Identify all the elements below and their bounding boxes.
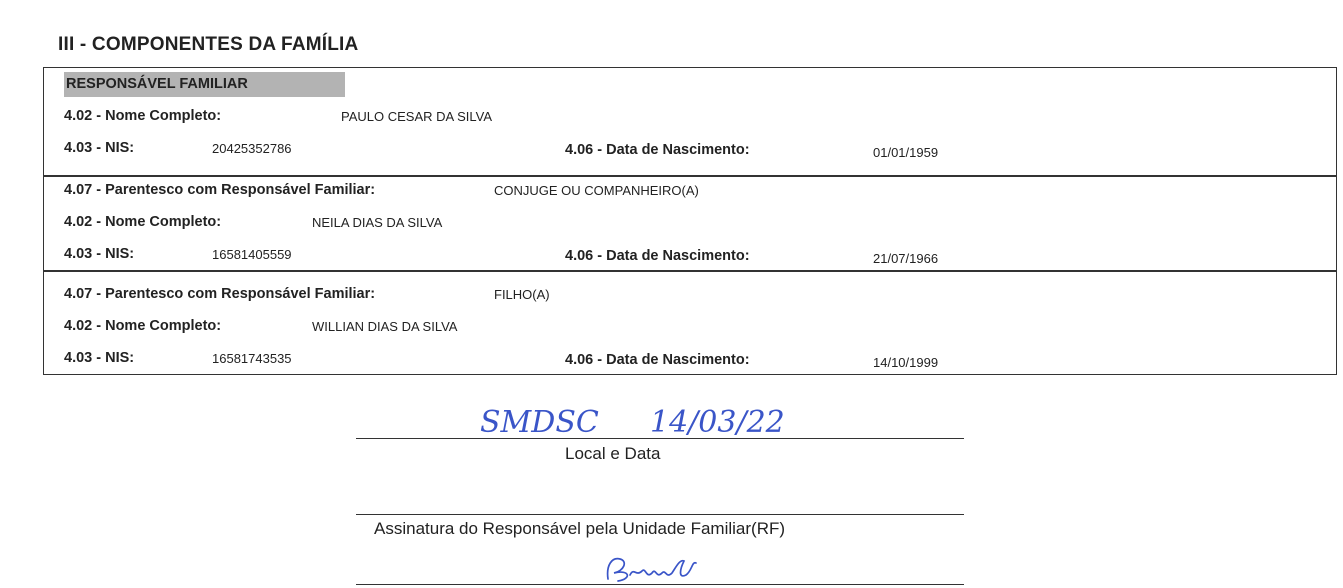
parentesco-label: 4.07 - Parentesco com Responsável Familiar: bbox=[64, 286, 376, 302]
nome-value: WILLIAN DIAS DA SILVA bbox=[312, 319, 458, 334]
local-data-line bbox=[356, 438, 964, 439]
membro-box-1 bbox=[43, 176, 1337, 271]
nasc-value: 21/07/1966 bbox=[873, 251, 939, 266]
nome-value: PAULO CESAR DA SILVA bbox=[341, 109, 492, 124]
signature-text: Bruna bbox=[600, 553, 603, 554]
bottom-line bbox=[356, 584, 964, 585]
nis-label: 4.03 - NIS: bbox=[64, 350, 135, 366]
nasc-label: 4.06 - Data de Nascimento: bbox=[565, 248, 750, 264]
handwritten-local: SMDSC bbox=[480, 405, 599, 440]
parentesco-value: FILHO(A) bbox=[494, 287, 550, 302]
nis-label: 4.03 - NIS: bbox=[64, 246, 135, 262]
nome-label: 4.02 - Nome Completo: bbox=[64, 108, 222, 124]
nis-value: 16581743535 bbox=[212, 351, 292, 366]
responsavel-box bbox=[43, 67, 1337, 176]
nome-value: NEILA DIAS DA SILVA bbox=[312, 215, 443, 230]
nasc-label: 4.06 - Data de Nascimento: bbox=[565, 142, 750, 158]
nasc-value: 01/01/1959 bbox=[873, 145, 939, 160]
handwritten-signature bbox=[600, 553, 740, 587]
nis-value: 16581405559 bbox=[212, 247, 292, 262]
section-title: III - COMPONENTES DA FAMÍLIA bbox=[58, 34, 359, 55]
signature-line bbox=[356, 514, 964, 515]
nis-value: 20425352786 bbox=[212, 141, 292, 156]
parentesco-value: CONJUGE OU COMPANHEIRO(A) bbox=[494, 183, 699, 198]
local-data-caption: Local e Data bbox=[565, 444, 661, 463]
nome-label: 4.02 - Nome Completo: bbox=[64, 214, 222, 230]
parentesco-label: 4.07 - Parentesco com Responsável Familiar: bbox=[64, 182, 376, 198]
nasc-label: 4.06 - Data de Nascimento: bbox=[565, 352, 750, 368]
responsavel-header bbox=[64, 72, 345, 97]
signature-caption: Assinatura do Responsável pela Unidade Familiar(RF) bbox=[374, 519, 786, 538]
nasc-value: 14/10/1999 bbox=[873, 355, 939, 370]
responsavel-header-label: RESPONSÁVEL FAMILIAR bbox=[66, 76, 248, 92]
handwritten-local-date bbox=[470, 400, 850, 442]
nis-label: 4.03 - NIS: bbox=[64, 140, 135, 156]
membro-box-2 bbox=[43, 271, 1337, 375]
nome-label: 4.02 - Nome Completo: bbox=[64, 318, 222, 334]
handwritten-date: 14/03/22 bbox=[650, 405, 785, 440]
